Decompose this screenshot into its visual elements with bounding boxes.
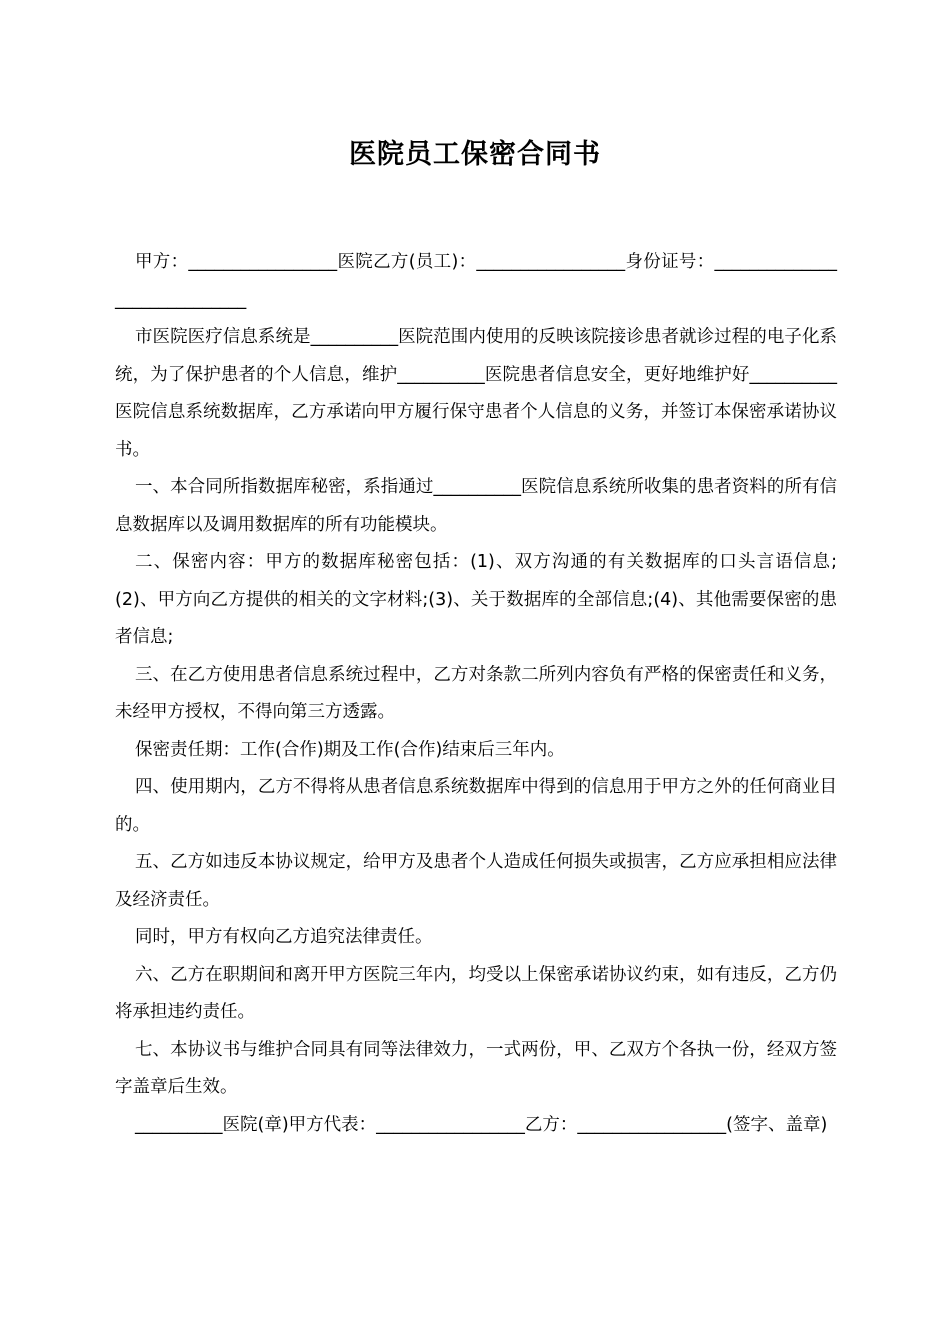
paragraph-clause-6: 六、乙方在职期间和离开甲方医院三年内，均受以上保密承诺协议约束，如有违反，乙方仍将承担违约责任。 — [115, 964, 837, 1022]
paragraph-clause-5-addendum: 同时，甲方有权向乙方追究法律责任。 — [135, 927, 433, 947]
document-title: 医院员工保密合同书 — [349, 139, 601, 170]
document-body — [115, 244, 837, 1144]
paragraph-clause-4: 四、使用期内，乙方不得将从患者信息系统数据库中得到的信息用于甲方之外的任何商业目的。 — [115, 777, 837, 835]
paragraph-parties: 甲方：_________________医院乙方(员工)：_________________身份证号：_____________________________ — [115, 252, 837, 310]
paragraph-clause-7: 七、本协议书与维护合同具有同等法律效力，一式两份，甲、乙双方个各执一份，经双方签字盖章后生效。 — [115, 1039, 837, 1097]
paragraph-preamble: 市医院医疗信息系统是__________医院范围内使用的反映该院接诊患者就诊过程的电子化系统，为了保护患者的个人信息，维护__________医院患者信息安全，更好地维护好__________医院信息系统数据库，乙方承诺向甲方履行保守患者个人信息的义务，并签订本保密承诺协议书。 — [115, 327, 837, 460]
paragraph-clause-5: 五、乙方如违反本协议规定，给甲方及患者个人造成任何损失或损害，乙方应承担相应法律及经济责任。 — [115, 852, 837, 910]
paragraph-clause-2: 二、保密内容：甲方的数据库秘密包括：(1)、双方沟通的有关数据库的口头言语信息;(2)、甲方向乙方提供的相关的文字材料;(3)、关于数据库的全部信息;(4)、其他需要保密的患者信息; — [115, 552, 837, 647]
paragraph-confidentiality-period: 保密责任期：工作(合作)期及工作(合作)结束后三年内。 — [135, 739, 565, 760]
paragraph-clause-3: 三、在乙方使用患者信息系统过程中，乙方对条款二所列内容负有严格的保密责任和义务，未经甲方授权，不得向第三方透露。 — [115, 664, 837, 722]
paragraph-signatures: __________医院(章)甲方代表：_________________乙方：_________________(签字、盖章) — [135, 1114, 828, 1135]
paragraph-clause-1: 一、本合同所指数据库秘密，系指通过__________医院信息系统所收集的患者资料的所有信息数据库以及调用数据库的所有功能模块。 — [115, 477, 837, 535]
